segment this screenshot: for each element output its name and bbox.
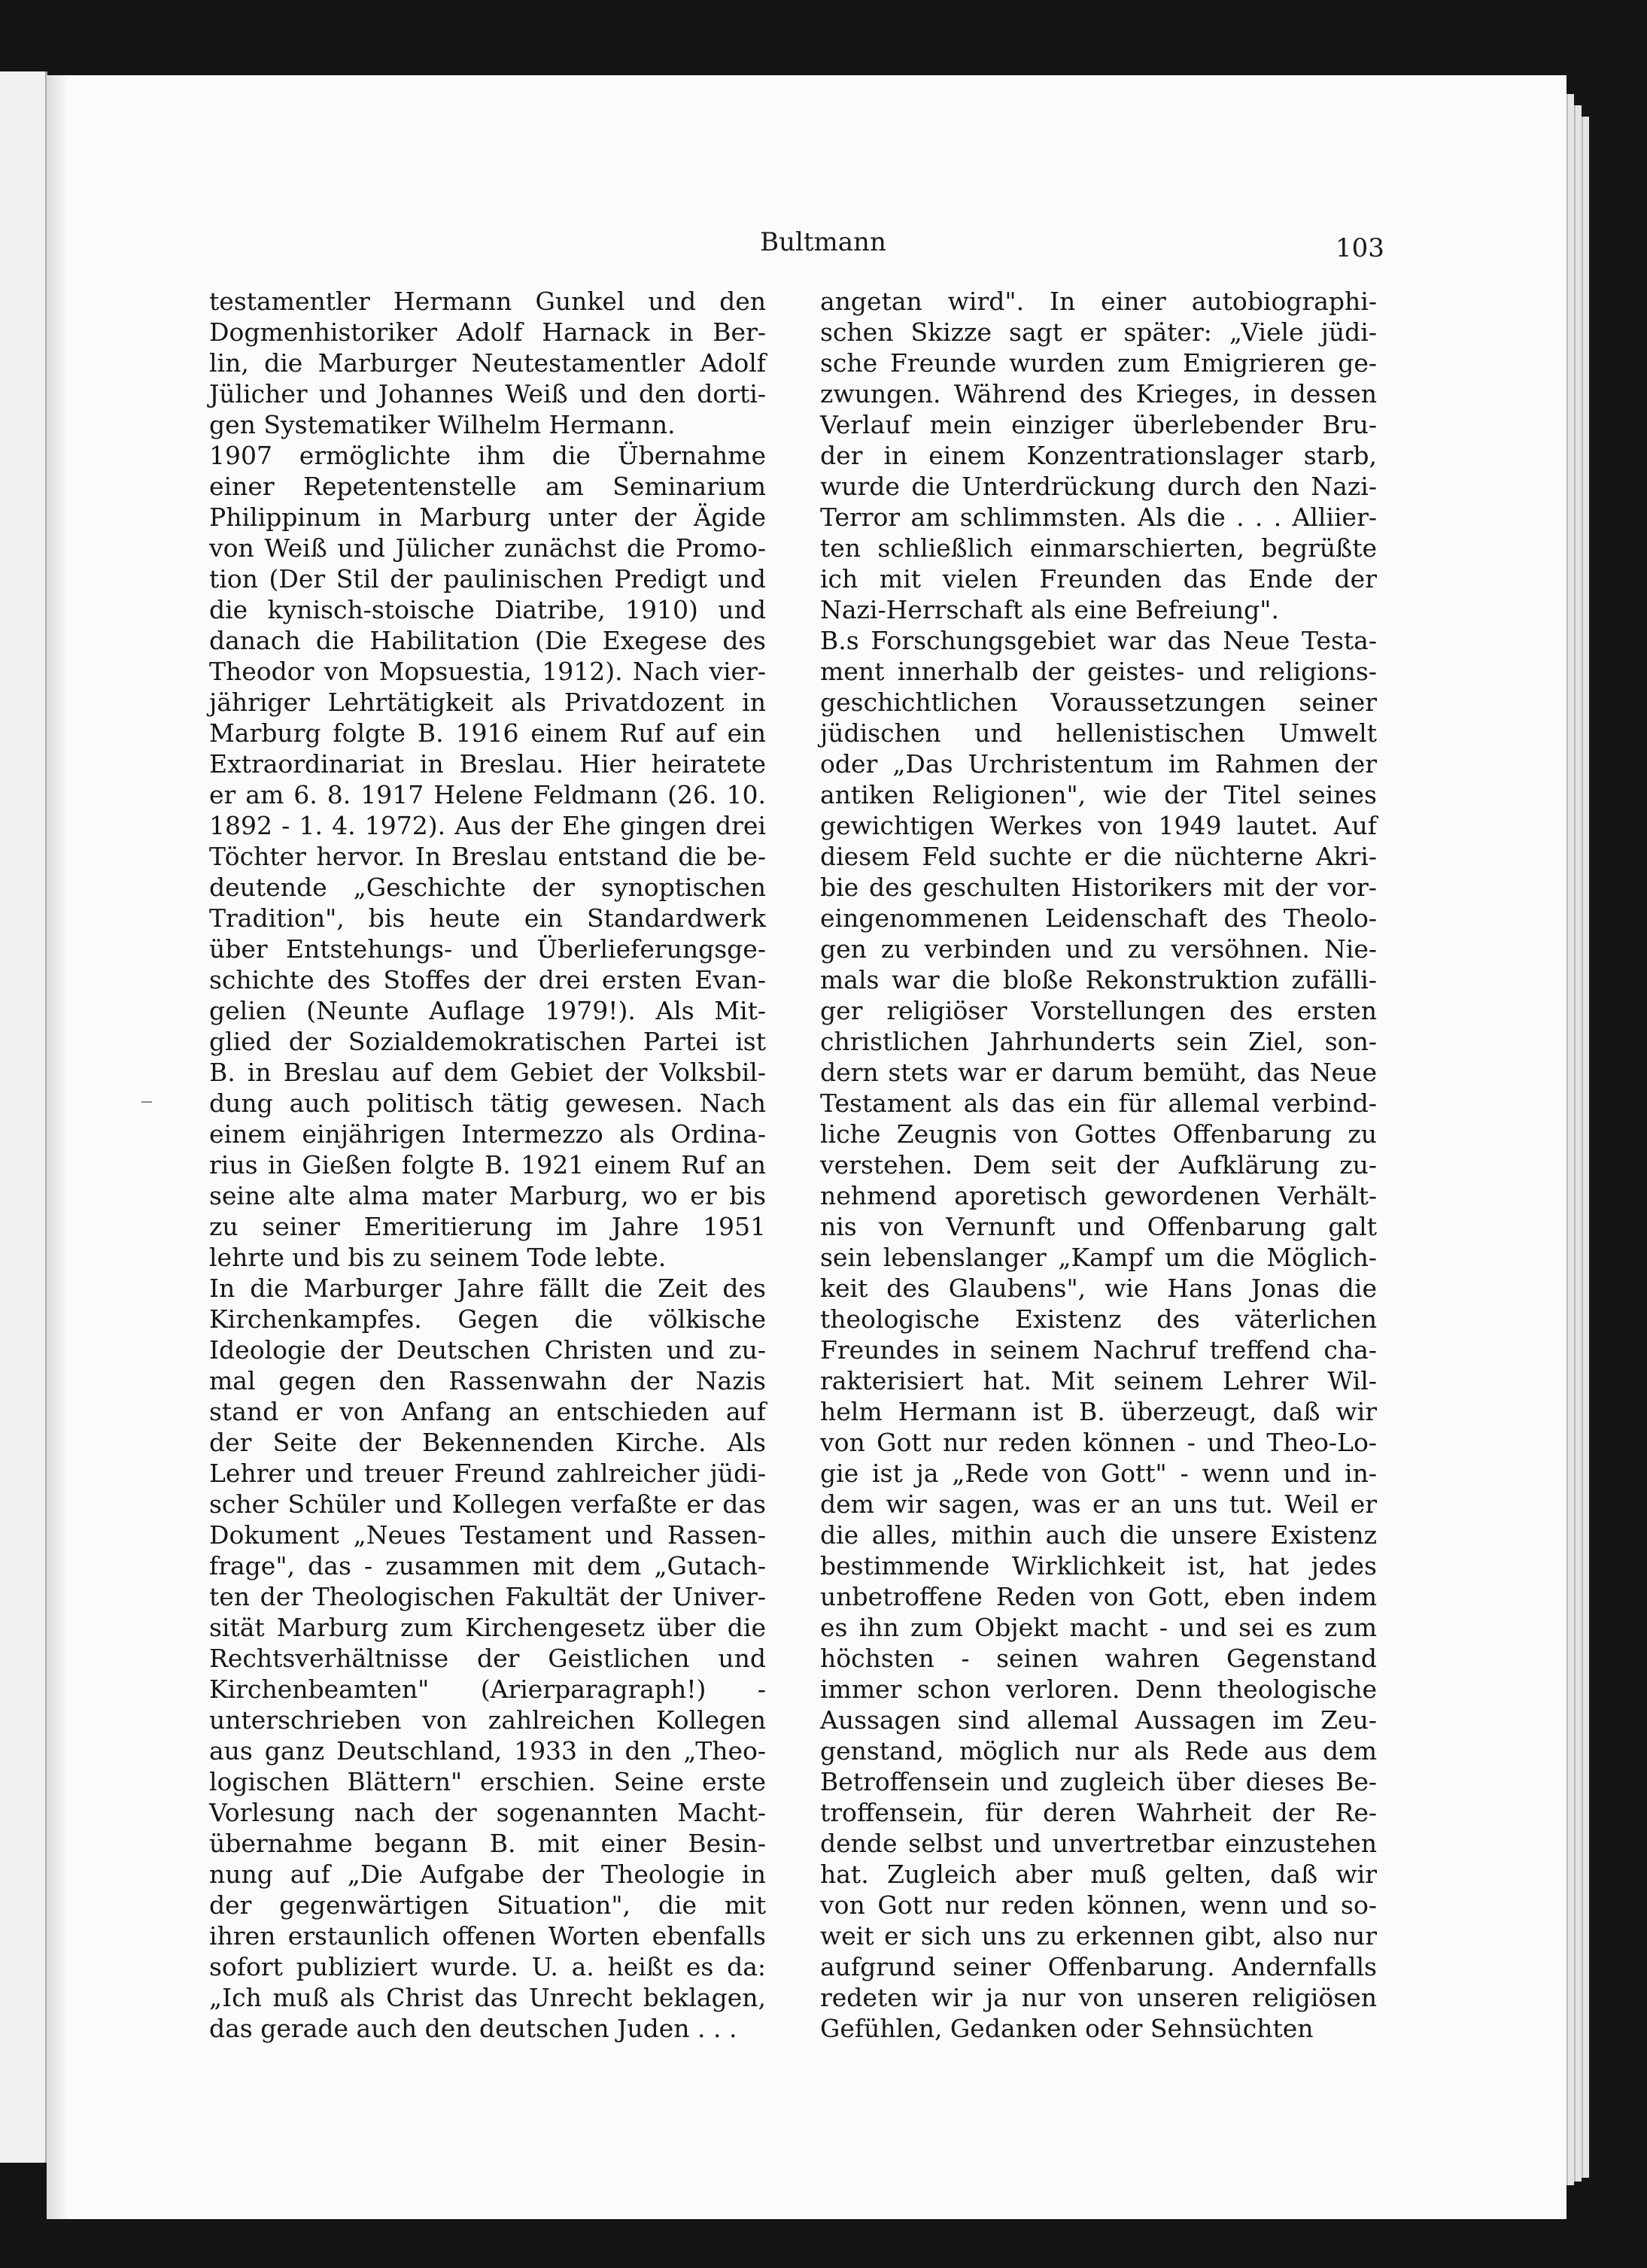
text-line: immer schon verloren. Denn theologische	[820, 1674, 1377, 1704]
text-line: Philippinum in Marburg unter der Ägide	[209, 502, 766, 532]
text-line: antiken Religionen", wie der Titel seines	[820, 780, 1377, 809]
text-line: wurde die Unterdrückung durch den Nazi-	[820, 472, 1377, 501]
text-line: deutende „Geschichte der synoptischen	[209, 873, 766, 902]
text-line: gie ist ja „Rede von Gott" - wenn und in-	[820, 1459, 1377, 1488]
text-line: gelien (Neunte Auflage 1979!). Als Mit-	[209, 996, 766, 1025]
text-line: von Weiß und Jülicher zunächst die Promo-	[209, 533, 766, 563]
text-line: ich mit vielen Freunden das Ende der	[820, 564, 1377, 594]
text-line: logischen Blättern" erschien. Seine erste	[209, 1767, 766, 1796]
text-line: gewichtigen Werkes von 1949 lautet. Auf	[820, 811, 1377, 840]
text-line: Kirchenbeamten" (Arierparagraph!) -	[209, 1674, 766, 1704]
text-line: die kynisch-stoische Diatribe, 1910) und	[209, 595, 766, 624]
text-line: es ihn zum Objekt macht - und sei es zum	[820, 1613, 1377, 1642]
page-number: 103	[1336, 233, 1384, 263]
text-line: von Gott nur reden können - und Theo-Lo-	[820, 1428, 1377, 1457]
text-line: übernahme begann B. mit einer Besin-	[209, 1829, 766, 1858]
text-line: sofort publiziert wurde. U. a. heißt es da:	[209, 1952, 766, 1981]
text-line: über Entstehungs- und Überlieferungsge-	[209, 934, 766, 964]
text-line: ihren erstaunlich offenen Worten ebenfalls	[209, 1921, 766, 1951]
text-line: Lehrer und treuer Freund zahlreicher jüdi-	[209, 1459, 766, 1488]
text-line: Vorlesung nach der sogenannten Macht-	[209, 1798, 766, 1827]
text-line: nehmend aporetisch gewordenen Verhält-	[820, 1181, 1377, 1210]
text-line: mal gegen den Rassenwahn der Nazis	[209, 1366, 766, 1395]
text-line: frage", das - zusammen mit dem „Gutach-	[209, 1551, 766, 1580]
text-line: oder „Das Urchristentum im Rahmen der	[820, 749, 1377, 779]
text-line: er am 6. 8. 1917 Helene Feldmann (26. 10.	[209, 780, 766, 809]
text-line: liche Zeugnis von Gottes Offenbarung zu	[820, 1119, 1377, 1149]
text-line: Betroffensein und zugleich über dieses Be-	[820, 1767, 1377, 1796]
text-line: lin, die Marburger Neutestamentler Adolf	[209, 348, 766, 378]
text-line: Extraordinariat in Breslau. Hier heiratete	[209, 749, 766, 779]
text-line: glied der Sozialdemokratischen Partei ist	[209, 1027, 766, 1056]
text-line: gen zu verbinden und zu versöhnen. Nie-	[820, 934, 1377, 964]
text-line: danach die Habilitation (Die Exegese des	[209, 626, 766, 655]
page-edge-stack	[1582, 117, 1589, 2178]
margin-mark	[141, 1101, 152, 1103]
text-line: Verlauf mein einziger überlebender Bru-	[820, 410, 1377, 439]
text-line: Theodor von Mopsuestia, 1912). Nach vier-	[209, 657, 766, 686]
text-line: angetan wird". In einer autobiographi-	[820, 287, 1377, 316]
text-line: weit er sich uns zu erkennen gibt, also nur	[820, 1921, 1377, 1951]
text-line: Aussagen sind allemal Aussagen im Zeu-	[820, 1705, 1377, 1735]
text-line: rius in Gießen folgte B. 1921 einem Ruf an	[209, 1150, 766, 1180]
text-line: Nazi-Herrschaft als eine Befreiung".	[820, 595, 1279, 624]
text-line: Testament als das ein für allemal verbind-	[820, 1088, 1377, 1118]
text-line: aufgrund seiner Offenbarung. Andernfalls	[820, 1952, 1377, 1981]
text-line: Töchter hervor. In Breslau entstand die be-	[209, 842, 766, 871]
text-line: Dokument „Neues Testament und Rassen-	[209, 1520, 766, 1550]
text-line: helm Hermann ist B. überzeugt, daß wir	[820, 1397, 1377, 1426]
text-line: der in einem Konzentrationslager starb,	[820, 441, 1377, 470]
text-line: Freundes in seinem Nachruf treffend cha-	[820, 1335, 1377, 1365]
text-line: das gerade auch den deutschen Juden . . .	[209, 2014, 737, 2043]
text-line: mals war die bloße Rekonstruktion zufälli-	[820, 965, 1377, 994]
text-line: jüdischen und hellenistischen Umwelt	[820, 718, 1377, 748]
text-line: aus ganz Deutschland, 1933 in den „Theo-	[209, 1736, 766, 1766]
text-line: nung auf „Die Aufgabe der Theologie in	[209, 1860, 766, 1889]
text-line: eingenommenen Leidenschaft des Theolo-	[820, 903, 1377, 933]
text-line: Marburg folgte B. 1916 einem Ruf auf ein	[209, 718, 766, 748]
text-line: zu seiner Emeritierung im Jahre 1951	[209, 1212, 766, 1241]
text-line: verstehen. Dem seit der Aufklärung zu-	[820, 1150, 1377, 1180]
text-line: jähriger Lehrtätigkeit als Privatdozent in	[209, 688, 766, 717]
text-line: 1907 ermöglichte ihm die Übernahme	[209, 441, 766, 470]
text-line: Dogmenhistoriker Adolf Harnack in Ber-	[209, 317, 766, 347]
text-line: dende selbst und unvertretbar einzustehen	[820, 1829, 1377, 1858]
text-line: Gefühlen, Gedanken oder Sehnsüchten	[820, 2014, 1314, 2043]
text-line: ten schließlich einmarschierten, begrüßte	[820, 533, 1377, 563]
text-line: nis von Vernunft und Offenbarung galt	[820, 1212, 1377, 1241]
text-line: christlichen Jahrhunderts sein Ziel, son-	[820, 1027, 1377, 1056]
text-line: stand er von Anfang an entschieden auf	[209, 1397, 766, 1426]
gutter-shadow	[47, 75, 69, 2219]
text-line: dem wir sagen, was er an uns tut. Weil er	[820, 1489, 1377, 1519]
text-line: von Gott nur reden können, wenn und so-	[820, 1890, 1377, 1920]
text-line: hat. Zugleich aber muß gelten, daß wir	[820, 1860, 1377, 1889]
left-page-edge	[0, 71, 47, 2163]
text-line: ten der Theologischen Fakultät der Univer-	[209, 1582, 766, 1611]
text-line: B. in Breslau auf dem Gebiet der Volksbil-	[209, 1058, 766, 1087]
text-line: höchsten - seinen wahren Gegenstand	[820, 1644, 1377, 1673]
text-line: troffensein, für deren Wahrheit der Re-	[820, 1798, 1377, 1827]
running-head: Bultmann	[760, 227, 886, 257]
text-line: Jülicher und Johannes Weiß und den dorti-	[209, 379, 766, 408]
text-line: geschichtlichen Voraussetzungen seiner	[820, 688, 1377, 717]
text-line: redeten wir ja nur von unseren religiösen	[820, 1983, 1377, 2012]
text-line: ment innerhalb der geistes- und religions-	[820, 657, 1377, 686]
text-column-left	[209, 286, 766, 2044]
text-line: testamentler Hermann Gunkel und den	[209, 287, 766, 316]
text-line: schen Skizze sagt er später: „Viele jüdi-	[820, 317, 1377, 347]
text-line: sche Freunde wurden zum Emigrieren ge-	[820, 348, 1377, 378]
text-line: zwungen. Während des Krieges, in dessen	[820, 379, 1377, 408]
text-line: genstand, möglich nur als Rede aus dem	[820, 1736, 1377, 1766]
text-line: dern stets war er darum bemüht, das Neue	[820, 1058, 1377, 1087]
text-line: einer Repetentenstelle am Seminarium	[209, 472, 766, 501]
text-line: scher Schüler und Kollegen verfaßte er das	[209, 1489, 766, 1519]
text-line: der gegenwärtigen Situation", die mit	[209, 1890, 766, 1920]
text-line: ger religiöser Vorstellungen des ersten	[820, 996, 1377, 1025]
text-line: der Seite der Bekennenden Kirche. Als	[209, 1428, 766, 1457]
text-line: 1892 - 1. 4. 1972). Aus der Ehe gingen drei	[209, 811, 766, 840]
text-column-right	[820, 286, 1377, 2044]
text-line: sität Marburg zum Kirchengesetz über die	[209, 1613, 766, 1642]
page-edge-stack	[1566, 94, 1574, 2185]
text-line: diesem Feld suchte er die nüchterne Akri-	[820, 842, 1377, 871]
text-line: seine alte alma mater Marburg, wo er bis	[209, 1181, 766, 1210]
text-line: bie des geschulten Historikers mit der vor-	[820, 873, 1377, 902]
text-line: unterschrieben von zahlreichen Kollegen	[209, 1705, 766, 1735]
text-line: gen Systematiker Wilhelm Hermann.	[209, 410, 676, 439]
text-line: „Ich muß als Christ das Unrecht beklagen,	[209, 1983, 766, 2012]
text-line: einem einjährigen Intermezzo als Ordina-	[209, 1119, 766, 1149]
text-line: schichte des Stoffes der drei ersten Evan-	[209, 965, 766, 994]
text-line: Terror am schlimmsten. Als die . . . Alliier-	[820, 502, 1377, 532]
text-line: Rechtsverhältnisse der Geistlichen und	[209, 1644, 766, 1673]
text-line: Kirchenkampfes. Gegen die völkische	[209, 1304, 766, 1334]
text-line: B.s Forschungsgebiet war das Neue Testa-	[820, 626, 1377, 655]
page-edge-stack	[1574, 105, 1582, 2181]
text-line: tion (Der Stil der paulinischen Predigt und	[209, 564, 766, 594]
text-line: dung auch politisch tätig gewesen. Nach	[209, 1088, 766, 1118]
text-line: theologische Existenz des väterlichen	[820, 1304, 1377, 1334]
text-line: bestimmende Wirklichkeit ist, hat jedes	[820, 1551, 1377, 1580]
text-line: Ideologie der Deutschen Christen und zu-	[209, 1335, 766, 1365]
text-line: Tradition", bis heute ein Standardwerk	[209, 903, 766, 933]
text-line: rakterisiert hat. Mit seinem Lehrer Wil-	[820, 1366, 1377, 1395]
text-line: sein lebenslanger „Kampf um die Möglich-	[820, 1243, 1377, 1272]
text-line: In die Marburger Jahre fällt die Zeit des	[209, 1274, 766, 1303]
text-line: unbetroffene Reden von Gott, eben indem	[820, 1582, 1377, 1611]
text-line: die alles, mithin auch die unsere Existenz	[820, 1520, 1377, 1550]
text-line: keit des Glaubens", wie Hans Jonas die	[820, 1274, 1377, 1303]
text-line: lehrte und bis zu seinem Tode lebte.	[209, 1243, 667, 1272]
